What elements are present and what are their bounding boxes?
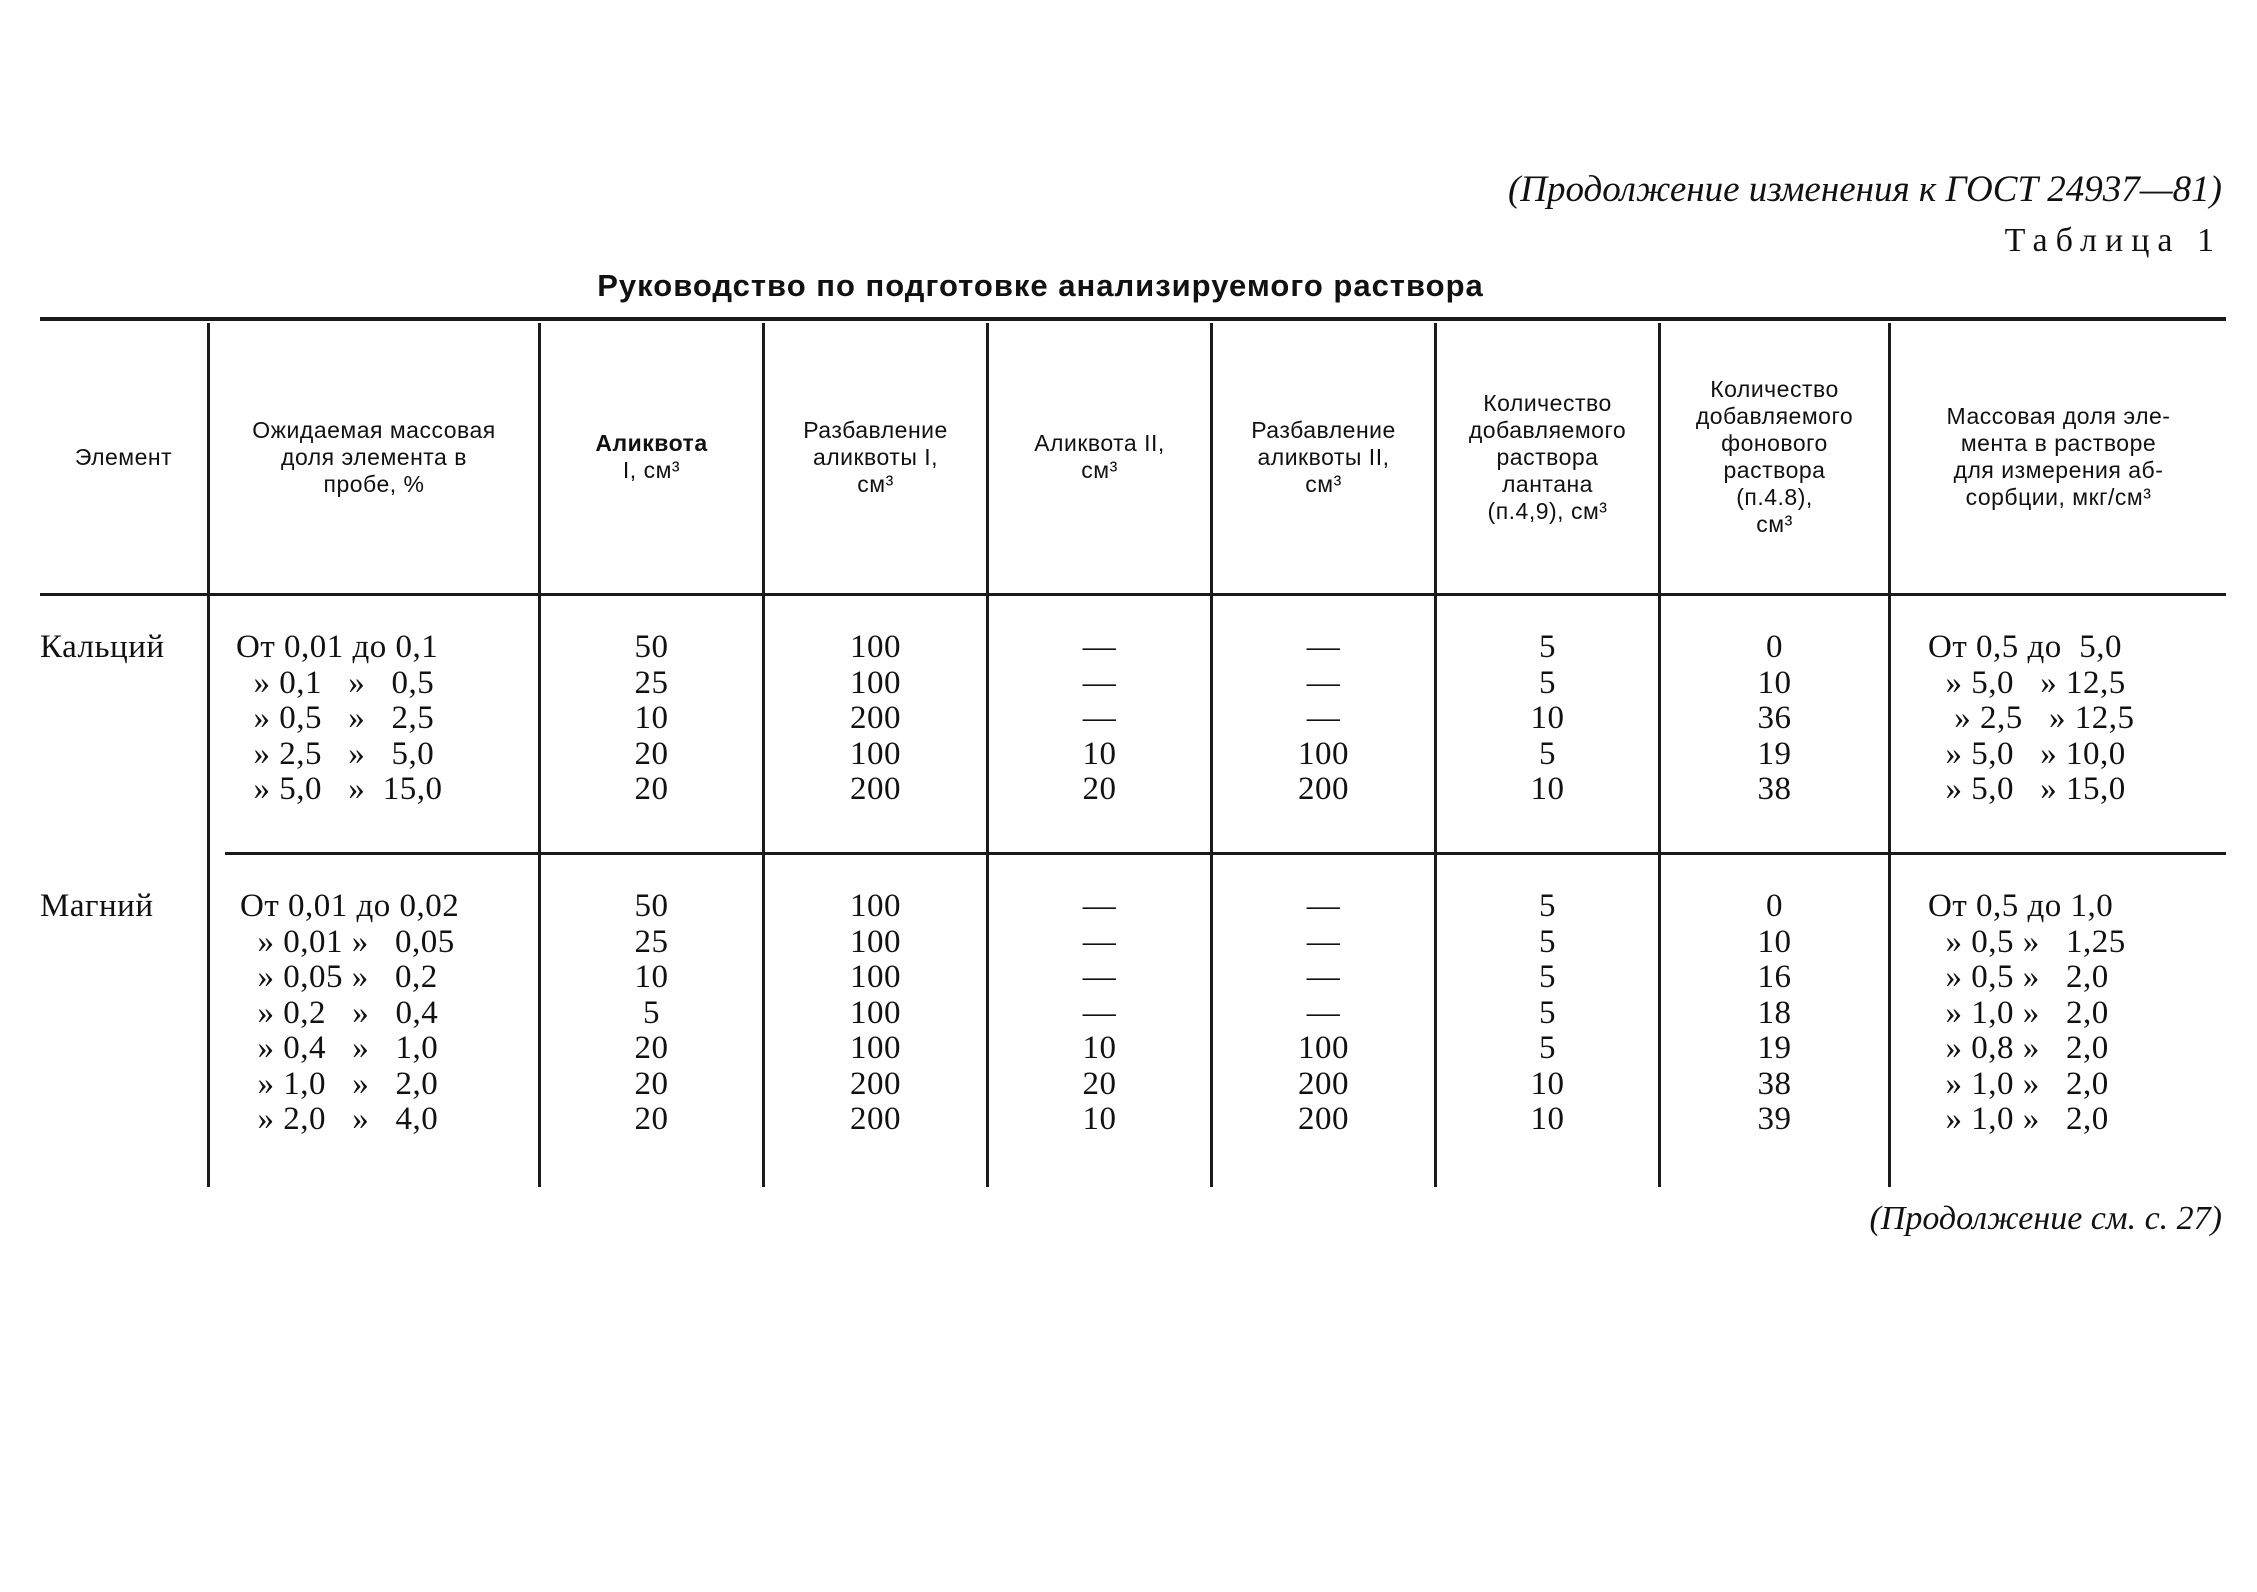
table-cell: 10 — [1082, 1030, 1117, 1066]
table-cell: » 1,0 » 2,0 — [240, 1065, 439, 1102]
magnesium-aliquot2-column — [989, 889, 1210, 1138]
table-cell: 200 — [1298, 771, 1349, 807]
table-cell: 200 — [1298, 1065, 1349, 1102]
table-cell: — — [1306, 923, 1341, 960]
table-cell: — — [1306, 888, 1341, 924]
table-cell: 10 — [1082, 1101, 1117, 1137]
table-cell: — — [1082, 664, 1117, 701]
header-mass-fraction-solution: Массовая доля эле- мента в растворе для измерения аб- сорбции, мкг/см³ — [1946, 403, 2171, 510]
table-cell: — — [1082, 888, 1117, 924]
table-cell: 19 — [1757, 1030, 1792, 1066]
table-cell: » 5,0 » 12,5 — [1928, 664, 2126, 701]
group-divider-rule — [225, 852, 2226, 855]
table-cell: 50 — [634, 888, 669, 924]
calcium-aliquot1-column — [541, 630, 762, 808]
table-cell: 200 — [850, 1065, 901, 1102]
table-cell: 20 — [634, 735, 669, 772]
table-cell: 20 — [634, 1030, 669, 1066]
table-cell: От 0,01 до 0,1 — [236, 629, 439, 665]
table-cell: 19 — [1757, 735, 1792, 772]
table-cell: — — [1082, 923, 1117, 960]
table-cell: » 0,05 » 0,2 — [240, 959, 438, 995]
table-cell: 100 — [850, 1030, 901, 1066]
table-cell: — — [1082, 959, 1117, 995]
table-cell: 0 — [1766, 888, 1783, 924]
header-element: Элемент — [74, 443, 173, 470]
table-cell: » 2,5 » 12,5 — [1928, 700, 2135, 736]
table-cell: 18 — [1757, 994, 1792, 1031]
table-cell: » 0,8 » 2,0 — [1928, 1030, 2109, 1066]
table-cell: — — [1082, 629, 1117, 665]
header-background-amount: Количество добавляемого фонового раствора (п.4.8), см³ — [1695, 376, 1854, 537]
table-cell: 100 — [850, 888, 901, 924]
table-cell: 10 — [1530, 1065, 1565, 1102]
page-continuation-note: (Продолжение см. с. 27) — [1869, 1200, 2222, 1237]
table-cell: 100 — [850, 735, 901, 772]
table-title — [0, 268, 2257, 304]
table-cell: 36 — [1757, 700, 1792, 736]
table-cell: 100 — [850, 629, 901, 665]
table-cell: » 5,0 » 15,0 — [236, 771, 443, 807]
table-cell: От 0,5 до 1,0 — [1928, 888, 2114, 924]
table-cell: 5 — [1539, 923, 1556, 960]
table-cell: От 0,5 до 5,0 — [1928, 629, 2123, 665]
table-cell: » 0,2 » 0,4 — [240, 994, 439, 1031]
element-name-magnesium: Магний — [40, 888, 154, 924]
table-cell: 100 — [850, 923, 901, 960]
table-cell: 5 — [643, 994, 660, 1031]
table-cell: 5 — [1539, 959, 1556, 995]
table-cell: — — [1306, 994, 1341, 1031]
table-cell: » 1,0 » 2,0 — [1928, 1101, 2109, 1137]
header-aliquot-2: Аликвота II, см³ — [1034, 430, 1165, 483]
table-cell: — — [1306, 959, 1341, 995]
table-cell: 10 — [1530, 771, 1565, 807]
table-cell: » 5,0 » 15,0 — [1928, 771, 2126, 807]
table-cell: 20 — [1082, 771, 1117, 807]
table-cell: 5 — [1539, 1030, 1556, 1066]
magnesium-mass-fraction-column — [1928, 889, 2226, 1138]
table-cell: 100 — [850, 959, 901, 995]
magnesium-aliquot1-column — [541, 889, 762, 1138]
table-cell: — — [1306, 629, 1341, 665]
table-cell: 5 — [1539, 888, 1556, 924]
calcium-background-column — [1661, 630, 1888, 808]
magnesium-dilution1-column — [765, 889, 986, 1138]
table-cell: 10 — [634, 959, 669, 995]
table-title-text: Руководство по подготовке анализируемого раствора — [597, 268, 1484, 303]
table-cell: 39 — [1757, 1101, 1792, 1137]
calcium-dilution2-column — [1213, 630, 1434, 808]
element-name-calcium: Кальций — [40, 629, 165, 665]
table-cell: 200 — [850, 1101, 901, 1137]
magnesium-background-column — [1661, 889, 1888, 1138]
table-cell: 200 — [850, 771, 901, 807]
calcium-mass-fraction-column — [1928, 630, 2226, 808]
table-cell: — — [1306, 700, 1341, 736]
table-cell: 10 — [1757, 923, 1792, 960]
table-cell: 100 — [1298, 1030, 1349, 1066]
table-cell: » 2,0 » 4,0 — [240, 1101, 439, 1137]
table-cell: 5 — [1539, 629, 1556, 665]
data-table — [40, 317, 2226, 1189]
magnesium-range-column — [240, 889, 538, 1138]
header-dilution-2: Разбавление аликвоты II, см³ — [1251, 416, 1396, 497]
calcium-range-column — [236, 630, 536, 808]
table-cell: 10 — [1757, 664, 1792, 701]
table-cell: 25 — [634, 923, 669, 960]
table-cell: » 0,4 » 1,0 — [240, 1030, 439, 1066]
table-cell: 20 — [1082, 1065, 1117, 1102]
table-cell: » 0,1 » 0,5 — [236, 664, 435, 701]
table-cell: 200 — [1298, 1101, 1349, 1137]
table-cell: » 0,5 » 2,5 — [236, 700, 435, 736]
table-cell: — — [1082, 700, 1117, 736]
table-cell: — — [1082, 994, 1117, 1031]
table-cell: 5 — [1539, 664, 1556, 701]
header-bottom-rule — [40, 593, 2226, 596]
table-cell: 10 — [1530, 700, 1565, 736]
table-cell: 5 — [1539, 994, 1556, 1031]
table-cell: » 1,0 » 2,0 — [1928, 1065, 2109, 1102]
header-aliquot-1: Аликвота I, см³ — [595, 430, 708, 483]
table-cell: — — [1306, 664, 1341, 701]
header-lanthanum-amount: Количество добавляемого раствора лантана (п.4,9), см³ — [1468, 389, 1627, 524]
table-cell: » 0,5 » 2,0 — [1928, 959, 2109, 995]
table-cell: 0 — [1766, 629, 1783, 665]
magnesium-dilution2-column — [1213, 889, 1434, 1138]
table-cell: 16 — [1757, 959, 1792, 995]
header-dilution-1: Разбавление аликвоты I, см³ — [803, 416, 948, 497]
calcium-aliquot2-column — [989, 630, 1210, 808]
table-cell: 20 — [634, 1101, 669, 1137]
table-cell: 38 — [1757, 771, 1792, 807]
table-cell: » 0,01 » 0,05 — [240, 923, 455, 960]
calcium-dilution1-column — [765, 630, 986, 808]
table-cell: » 5,0 » 10,0 — [1928, 735, 2126, 772]
table-cell: 100 — [850, 664, 901, 701]
table-cell: » 1,0 » 2,0 — [1928, 994, 2109, 1031]
table-cell: 200 — [850, 700, 901, 736]
table-cell: 25 — [634, 664, 669, 701]
gost-continuation-note: (Продолжение изменения к ГОСТ 24937—81) — [1507, 169, 2222, 210]
table-cell: » 2,5 » 5,0 — [236, 735, 435, 772]
table-cell: » 0,5 » 1,25 — [1928, 923, 2126, 960]
table-cell: 20 — [634, 1065, 669, 1102]
table-cell: 20 — [634, 771, 669, 807]
magnesium-lanthanum-column — [1437, 889, 1658, 1138]
table-cell: 50 — [634, 629, 669, 665]
table-cell: От 0,01 до 0,02 — [240, 888, 460, 924]
table-number-label: Таблица 1 — [2004, 222, 2222, 259]
header-expected-fraction: Ожидаемая массовая доля элемента в пробе, % — [252, 416, 496, 497]
table-cell: 100 — [850, 994, 901, 1031]
table-cell: 10 — [1082, 735, 1117, 772]
table-cell: 100 — [1298, 735, 1349, 772]
table-cell: 10 — [634, 700, 669, 736]
table-cell: 10 — [1530, 1101, 1565, 1137]
calcium-lanthanum-column — [1437, 630, 1658, 808]
table-cell: 5 — [1539, 735, 1556, 772]
table-cell: 38 — [1757, 1065, 1792, 1102]
